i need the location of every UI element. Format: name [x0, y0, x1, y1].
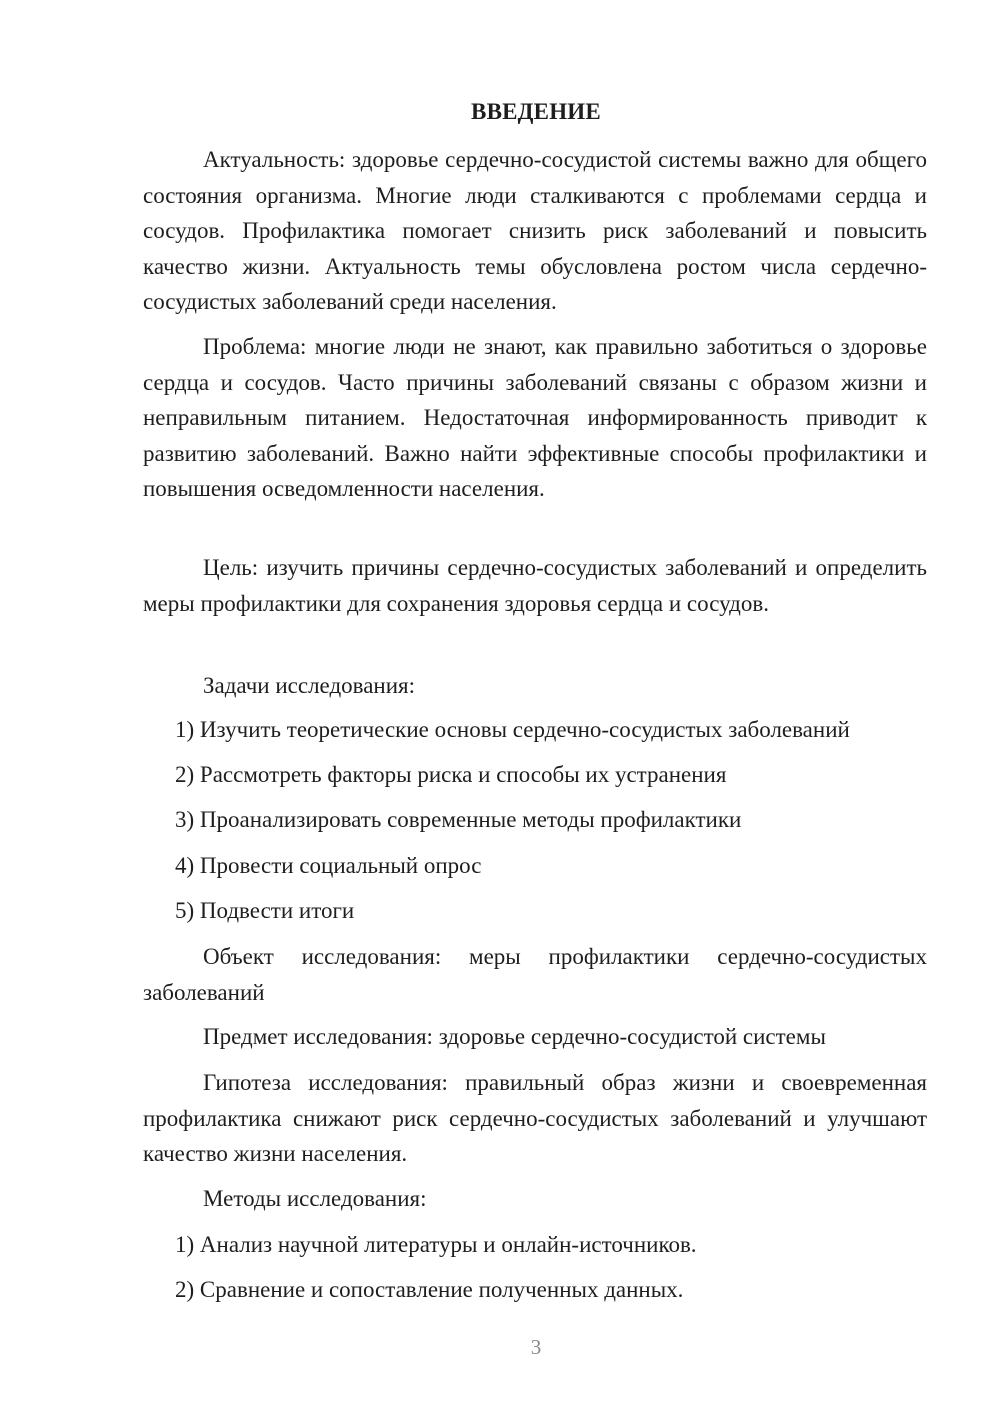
relevance-paragraph: Актуальность: здоровье сердечно-сосудистой системы важно для общего состояния организма. Многие люди сталкиваются с проблемами сердца и сосудов. Профилактика помогает снизить риск заболеваний и повысить качество жизни. Актуальность темы обусловлена ростом числа сердечно-сосудистых заболеваний среди населения.	[143, 147, 927, 314]
tasks-heading: Задачи исследования:	[203, 673, 416, 698]
task-item: 2) Рассмотреть факторы риска и способы их устранения	[175, 762, 727, 787]
subject-paragraph: Предмет исследования: здоровье сердечно-сосудистой системы	[203, 1024, 826, 1049]
methods-heading: Методы исследования:	[203, 1186, 427, 1211]
hypothesis-paragraph: Гипотеза исследования: правильный образ жизни и своевременная профилактика снижают риск сердечно-сосудистых заболеваний и улучшают качество жизни населения.	[143, 1070, 927, 1166]
task-item: 4) Провести социальный опрос	[175, 853, 482, 878]
problem-paragraph: Проблема: многие люди не знают, как правильно заботиться о здоровье сердца и сосудов. Часто причины заболеваний связаны с образом жизни и неправильным питанием. Недостаточная информированность приводит к развитию заболеваний. Важно найти эффективные способы профилактики и повышения осведомленности населения.	[143, 334, 927, 501]
object-paragraph: Объект исследования: меры профилактики сердечно-сосудистых заболеваний	[143, 944, 927, 1005]
task-item: 3) Проанализировать современные методы профилактики	[175, 807, 742, 832]
goal-paragraph: Цель: изучить причины сердечно-сосудистых заболеваний и определить меры профилактики для сохранения здоровья сердца и сосудов.	[143, 555, 927, 616]
method-item: 2) Сравнение и сопоставление полученных данных.	[175, 1277, 684, 1302]
method-item: 1) Анализ научной литературы и онлайн-источников.	[175, 1232, 697, 1257]
task-item: 1) Изучить теоретические основы сердечно-сосудистых заболеваний	[175, 717, 850, 742]
page-title: ВВЕДЕНИЕ	[471, 99, 601, 124]
task-item: 5) Подвести итоги	[175, 898, 355, 923]
page-number: 3	[530, 1335, 542, 1359]
